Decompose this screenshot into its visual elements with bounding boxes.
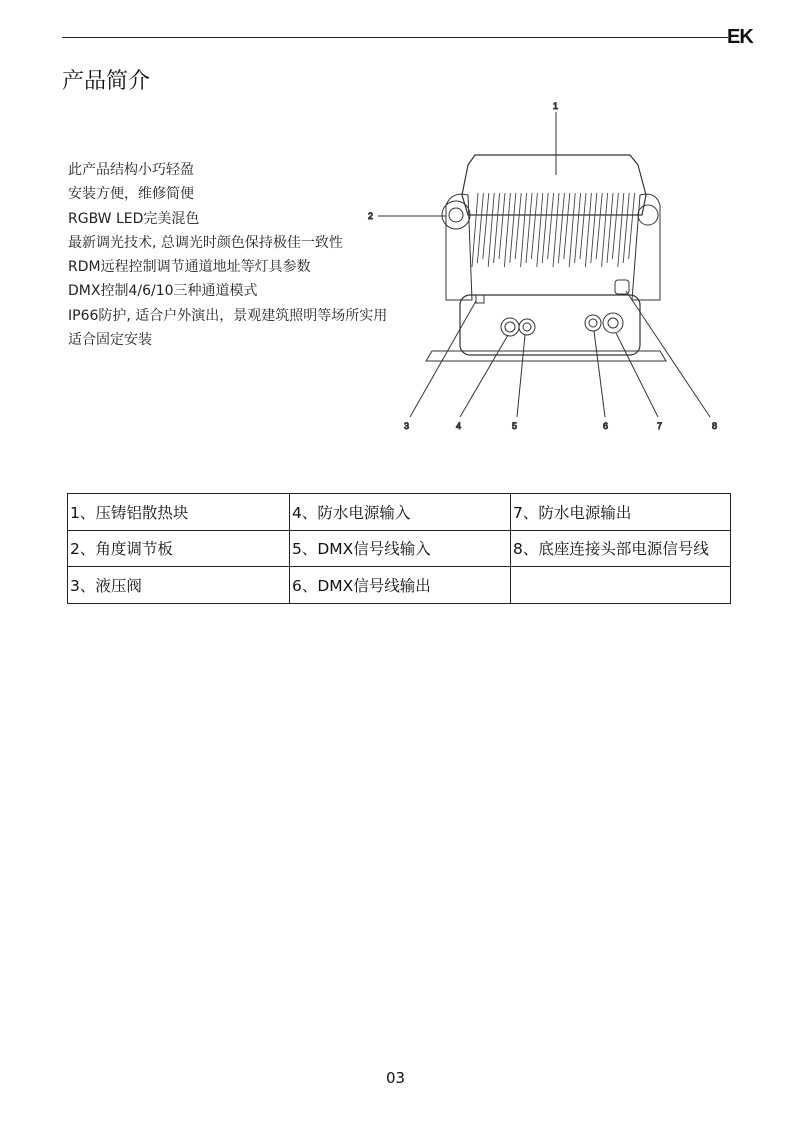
header-rule bbox=[62, 37, 728, 38]
heatsink-fin bbox=[515, 193, 521, 259]
table-cell: 6、DMX信号线输出 bbox=[290, 567, 511, 604]
heatsink-fin bbox=[612, 193, 618, 259]
heatsink-fin bbox=[477, 193, 483, 263]
table-cell: 7、防水电源输出 bbox=[511, 494, 731, 531]
feature-item: IP66防护, 适合户外演出，景观建筑照明等场所实用 bbox=[68, 307, 388, 324]
heatsink-fin bbox=[564, 193, 570, 259]
table-row bbox=[68, 530, 731, 567]
heatsink-fin bbox=[629, 193, 635, 259]
callout-6: 6 bbox=[603, 421, 609, 431]
heatsink-fin bbox=[596, 193, 602, 259]
heatsink-fin bbox=[526, 193, 532, 263]
heatsink-fin bbox=[580, 193, 586, 259]
callout-5: 5 bbox=[512, 421, 518, 431]
heatsink-fin bbox=[585, 193, 591, 267]
heatsink-fin bbox=[618, 193, 624, 267]
heatsink-fin bbox=[537, 193, 543, 267]
heatsink-fin bbox=[591, 193, 597, 263]
heatsink-fin bbox=[569, 193, 575, 267]
page-number: 03 bbox=[385, 1069, 406, 1087]
feature-item: DMX控制4/6/10三种通道模式 bbox=[68, 283, 258, 300]
feature-item: 安装方便，维修简便 bbox=[68, 186, 194, 203]
heatsink-fin bbox=[488, 193, 494, 267]
table-cell: 3、液压阀 bbox=[68, 567, 290, 604]
heatsink-fin bbox=[553, 193, 559, 267]
table-cell: 4、防水电源输入 bbox=[290, 494, 511, 531]
heatsink-fin bbox=[542, 193, 548, 263]
heatsink-fin bbox=[521, 193, 527, 267]
table-cell bbox=[511, 567, 731, 604]
heatsink-fin bbox=[510, 193, 516, 263]
feature-item: 适合固定安装 bbox=[68, 332, 152, 349]
table-row bbox=[68, 567, 731, 604]
section-title: 产品简介 bbox=[62, 69, 151, 94]
callout-4: 4 bbox=[456, 421, 462, 431]
heatsink-fin bbox=[483, 193, 489, 259]
table-cell: 1、压铸铝散热块 bbox=[68, 494, 290, 531]
heatsink-fin bbox=[499, 193, 505, 259]
heatsink-fin bbox=[504, 193, 510, 267]
callout-7: 7 bbox=[657, 421, 663, 431]
heatsink-fin bbox=[558, 193, 564, 263]
heatsink-fin bbox=[531, 193, 537, 259]
parts-table bbox=[67, 493, 731, 604]
heatsink-fin bbox=[607, 193, 613, 263]
heatsink-fin bbox=[494, 193, 500, 263]
heatsink-fin bbox=[602, 193, 608, 267]
table-cell: 2、角度调节板 bbox=[68, 530, 290, 567]
table-row bbox=[68, 494, 731, 531]
feature-item: RDM远程控制调节通道地址等灯具参数 bbox=[68, 259, 311, 276]
feature-item: RGBW LED完美混色 bbox=[68, 210, 200, 227]
table-cell: 5、DMX信号线输入 bbox=[290, 530, 511, 567]
heatsink-fin bbox=[472, 193, 478, 267]
table-cell: 8、底座连接头部电源信号线 bbox=[511, 530, 731, 567]
callout-2: 2 bbox=[368, 211, 374, 221]
feature-item: 最新调光技术, 总调光时颜色保持极佳一致性 bbox=[68, 234, 343, 251]
callout-3: 3 bbox=[404, 421, 410, 431]
fixture-diagram bbox=[360, 95, 740, 440]
heatsink-fin bbox=[623, 193, 629, 263]
feature-list bbox=[68, 158, 387, 352]
heatsink-fin bbox=[575, 193, 581, 263]
callout-8: 8 bbox=[712, 421, 718, 431]
feature-item: 此产品结构小巧轻盈 bbox=[68, 162, 194, 178]
heatsink-fin bbox=[548, 193, 554, 259]
brand-logo: EK bbox=[727, 26, 753, 48]
callout-1: 1 bbox=[553, 101, 559, 111]
